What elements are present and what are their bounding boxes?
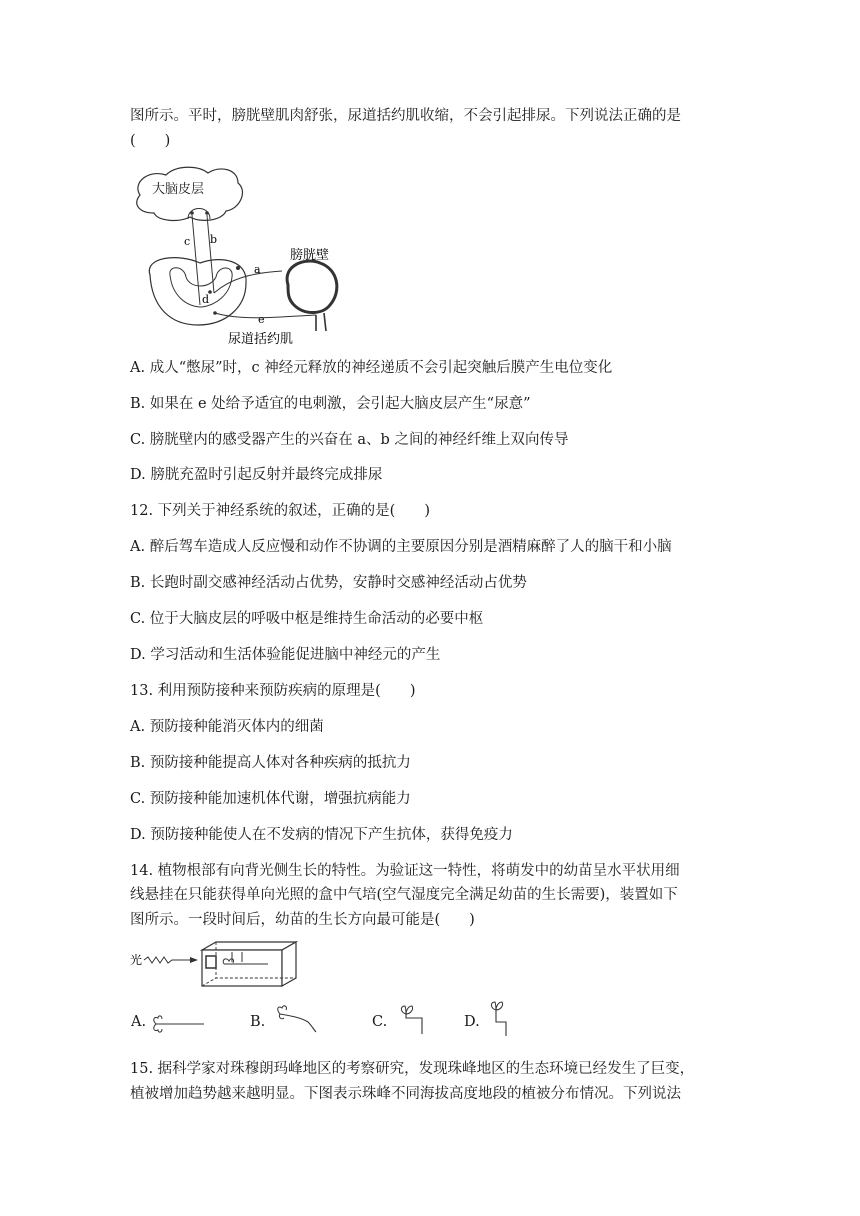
q14-option-d-label: D. <box>464 1014 480 1030</box>
light-window <box>206 956 216 968</box>
light-ray <box>144 957 190 963</box>
q11-stem-line2: ( ) <box>130 133 171 149</box>
q11-option-a: A. 成人“憋尿”时，c 神经元释放的神经递质不会引起突触后膜产生电位变化 <box>130 360 613 376</box>
afferent-fiber-a <box>214 271 282 293</box>
q14-option-b-label: B. <box>250 1014 266 1030</box>
q14-option-d-seedling <box>484 996 520 1038</box>
light-label: 光 <box>130 953 143 967</box>
box-side <box>282 942 296 986</box>
q12-option-d: D. 学习活动和生活体验能促进脑中神经元的产生 <box>130 647 441 663</box>
reflex-arc-diagram <box>130 165 350 350</box>
cortex-label: 大脑皮层 <box>152 182 205 197</box>
spinal-cord-outline <box>149 258 246 325</box>
q14-stem-line2: 线悬挂在只能获得单向光照的盒中气培(空气湿度完全满足幼苗的生长需要)，装置如下 <box>130 887 678 903</box>
q14-stem-line3: 图所示。一段时间后，幼苗的生长方向最可能是( ) <box>130 912 475 928</box>
sphincter-label: 尿道括约肌 <box>228 332 294 347</box>
q11-stem-line1: 图所示。平时，膀胱壁肌肉舒张，尿道括约肌收缩，不会引起排尿。下列说法正确的是 <box>130 108 681 124</box>
q14-option-c-seedling <box>396 1000 436 1036</box>
q14-option-b-seedling <box>272 1002 322 1034</box>
q12-stem: 12. 下列关于神经系统的叙述，正确的是( ) <box>130 503 430 519</box>
q12-option-a: A. 醉后驾车造成人反应慢和动作不协调的主要原因分别是酒精麻醉了人的脑干和小脑 <box>130 539 672 555</box>
q13-option-d: D. 预防接种能使人在不发病的情况下产生抗体，获得免疫力 <box>130 827 513 843</box>
q14-stem-line1: 14. 植物根部有向背光侧生长的特性。为验证这一特性，将萌发中的幼苗呈水平状用细 <box>130 863 680 879</box>
light-box-diagram <box>128 940 303 990</box>
label-c: c <box>184 235 191 248</box>
q15-stem-line2: 植被增加趋势越来越明显。下图表示珠峰不同海拔高度地段的植被分布情况。下列说法 <box>130 1086 681 1102</box>
light-arrow-icon <box>190 957 198 963</box>
bladder-wall <box>287 261 337 312</box>
q14-option-a-seedling <box>150 1012 210 1034</box>
q11-option-d: D. 膀胱充盈时引起反射并最终完成排尿 <box>130 467 383 483</box>
label-e: e <box>258 313 265 326</box>
q13-stem: 13. 利用预防接种来预防疾病的原理是( ) <box>130 683 416 699</box>
q15-stem-line1: 15. 据科学家对珠穆朗玛峰地区的考察研究，发现珠峰地区的生态环境已经发生了巨变， <box>130 1061 695 1077</box>
label-d: d <box>202 293 210 306</box>
q13-option-b: B. 预防接种能提高人体对各种疾病的抵抗力 <box>130 755 411 771</box>
q11-option-b: B. 如果在 e 处给予适宜的电刺激，会引起大脑皮层产生“尿意” <box>130 396 531 412</box>
label-a: a <box>254 263 261 276</box>
q14-option-a-label: A. <box>131 1014 147 1030</box>
q13-option-a: A. 预防接种能消灭体内的细菌 <box>130 719 324 735</box>
bladder-wall-label: 膀胱壁 <box>290 248 330 263</box>
q11-option-c: C. 膀胱壁内的感受器产生的兴奋在 a、b 之间的神经纤维上双向传导 <box>130 432 569 448</box>
gray-matter <box>170 268 232 307</box>
q14-option-c-label: C. <box>372 1014 388 1030</box>
q13-option-c: C. 预防接种能加速机体代谢，增强抗病能力 <box>130 791 411 807</box>
q12-option-c: C. 位于大脑皮层的呼吸中枢是维持生命活动的必要中枢 <box>130 611 484 627</box>
q12-option-b: B. 长跑时副交感神经活动占优势，安静时交感神经活动占优势 <box>130 575 527 591</box>
label-b: b <box>210 233 218 246</box>
